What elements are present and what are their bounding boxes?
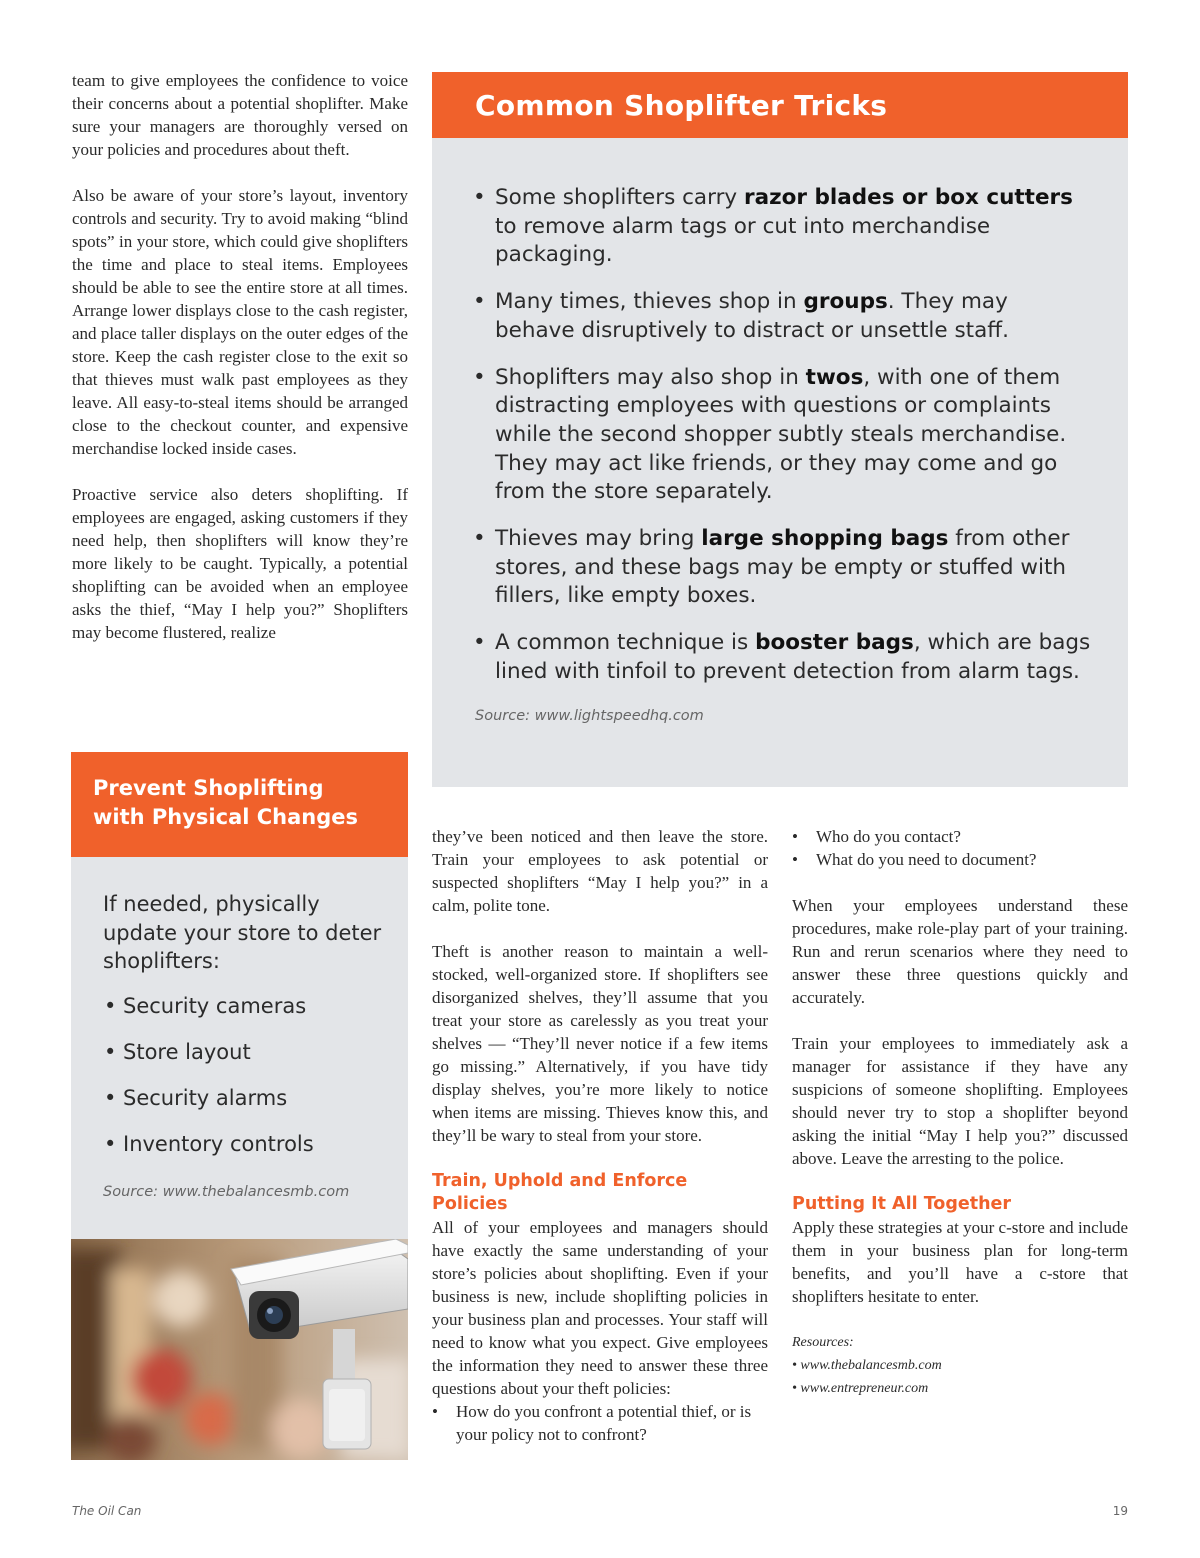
sidebar-title: Common Shoplifter Tricks [475, 89, 888, 122]
section-heading: Putting It All Together [792, 1194, 1012, 1214]
list-item: • What do you need to document? [792, 848, 1128, 871]
section-heading: Train, Uphold and Enforce Policies [432, 1171, 688, 1214]
resource-link[interactable]: • www.entrepreneur.com [792, 1381, 929, 1396]
list-item: • Who do you contact? [792, 825, 1128, 848]
source-credit: Source: www.lightspeedhq.com [475, 708, 704, 724]
tricks-list [472, 184, 1092, 705]
page-number: 19 [1112, 1504, 1128, 1518]
prevent-list [103, 992, 393, 1176]
body-paragraph: Train your employees to immediately ask a manager for assistance if they have any suspicions of someone shoplifting. Employees should never try to stop a shoplifter beyond asking the initial “May I help you?” discussed above. Leave the arresting to the police. [792, 1034, 1128, 1168]
sidebar-header [71, 752, 408, 857]
list-item: • Many times, thieves shop in groups. They may behave disruptively to distract or unsettle staff. [472, 288, 1092, 345]
body-paragraph: Proactive service also deters shoplifting. If employees are engaged, asking customers if they need help, then shoplifters will know they’re more likely to be caught. Typically, a potential shoplifting can be avoided when an employee asks the thief, “May I help you?” Shoplifters may become flustered, realize [72, 485, 408, 642]
resources-label: Resources: [792, 1335, 854, 1350]
security-camera-photo [71, 1239, 408, 1460]
resource-link[interactable]: • www.thebalancesmb.com [792, 1358, 942, 1373]
body-paragraph: team to give employees the confidence to voice their concerns about a potential shoplifter. Make sure your managers are thoroughly versed on your policies and procedures about theft. [72, 71, 408, 159]
body-paragraph: Theft is another reason to maintain a well-stocked, well-organized store. If shoplifters see disorganized shelves, they’ll assume that you treat your store as carelessly as you treat your shelves — “They’ll never notice if a few items go missing.” Alternatively, if you have tidy display shelves, you’re more likely to notice when items are missing. Thieves know this, and they’ll be wary to steal from your store. [432, 942, 768, 1145]
list-item: • Security alarms [103, 1084, 393, 1113]
body-paragraph: they’ve been noticed and then leave the store. Train your employees to ask potential or suspected shoplifters “May I help you?” in a calm, polite tone. [432, 827, 768, 915]
list-item: • Inventory controls [103, 1130, 393, 1159]
body-paragraph: When your employees understand these procedures, make role-play part of your training. Run and rerun scenarios where they need to answer these three questions quickly and accurately. [792, 896, 1128, 1007]
body-paragraph: All of your employees and managers should have exactly the same understanding of your store’s policies about shoplifting. Even if your business is new, include shoplifting policies in your business plan and processes. Your staff will need to know what you expect. Give employees the information they need to answer these three questions about your theft policies: [432, 1218, 768, 1398]
list-item: • Shoplifters may also shop in twos, with one of them distracting employees with questions or complaints while the second shopper subtly steals merchandise. They may act like friends, or they may come and go from the store separately. [472, 364, 1092, 508]
shoplifter-tricks-sidebar [432, 72, 1128, 787]
sidebar-header [432, 72, 1128, 138]
middle-column [432, 825, 768, 1446]
question-list [432, 1400, 768, 1446]
body-paragraph: Also be aware of your store’s layout, inventory controls and security. Try to avoid making “blind spots” in your store, which could give shoplifters the time and place to steal items. Employees should be able to see the entire store at all times. Arrange lower displays close to the cash register, and place taller displays on the outer edges of the store. Keep the cash register close to the exit so that thieves must walk past employees as they leave. All easy-to-steal items should be arranged close to the checkout counter, and expensive merchandise locked inside cases. [72, 186, 408, 458]
list-item: • How do you confront a potential thief, or is your policy not to confront? [432, 1400, 768, 1446]
list-item: • Store layout [103, 1038, 393, 1067]
body-paragraph: Apply these strategies at your c-store and include them in your business plan for long-term benefits, and you’ll have a c-store that shoplifters hesitate to enter. [792, 1218, 1128, 1306]
list-item: • Some shoplifters carry razor blades or box cutters to remove alarm tags or cut into merchandise packaging. [472, 184, 1092, 270]
sidebar-title: Prevent Shoplifting with Physical Changes [93, 776, 359, 829]
right-column [792, 825, 1128, 1400]
list-item: • Thieves may bring large shopping bags from other stores, and these bags may be empty or stuffed with fillers, like empty boxes. [472, 525, 1092, 611]
sidebar-intro: If needed, physically update your store to deter shoplifters: [103, 892, 382, 973]
list-item: • A common technique is booster bags, which are bags lined with tinfoil to prevent detection from alarm tags. [472, 629, 1092, 686]
source-credit: Source: www.thebalancesmb.com [103, 1184, 350, 1200]
prevent-shoplifting-sidebar [71, 752, 408, 1239]
question-list [792, 825, 1128, 871]
list-item: • Security cameras [103, 992, 393, 1021]
resources-list [792, 1331, 1128, 1400]
publication-name: The Oil Can [72, 1504, 142, 1518]
left-column [72, 69, 408, 644]
